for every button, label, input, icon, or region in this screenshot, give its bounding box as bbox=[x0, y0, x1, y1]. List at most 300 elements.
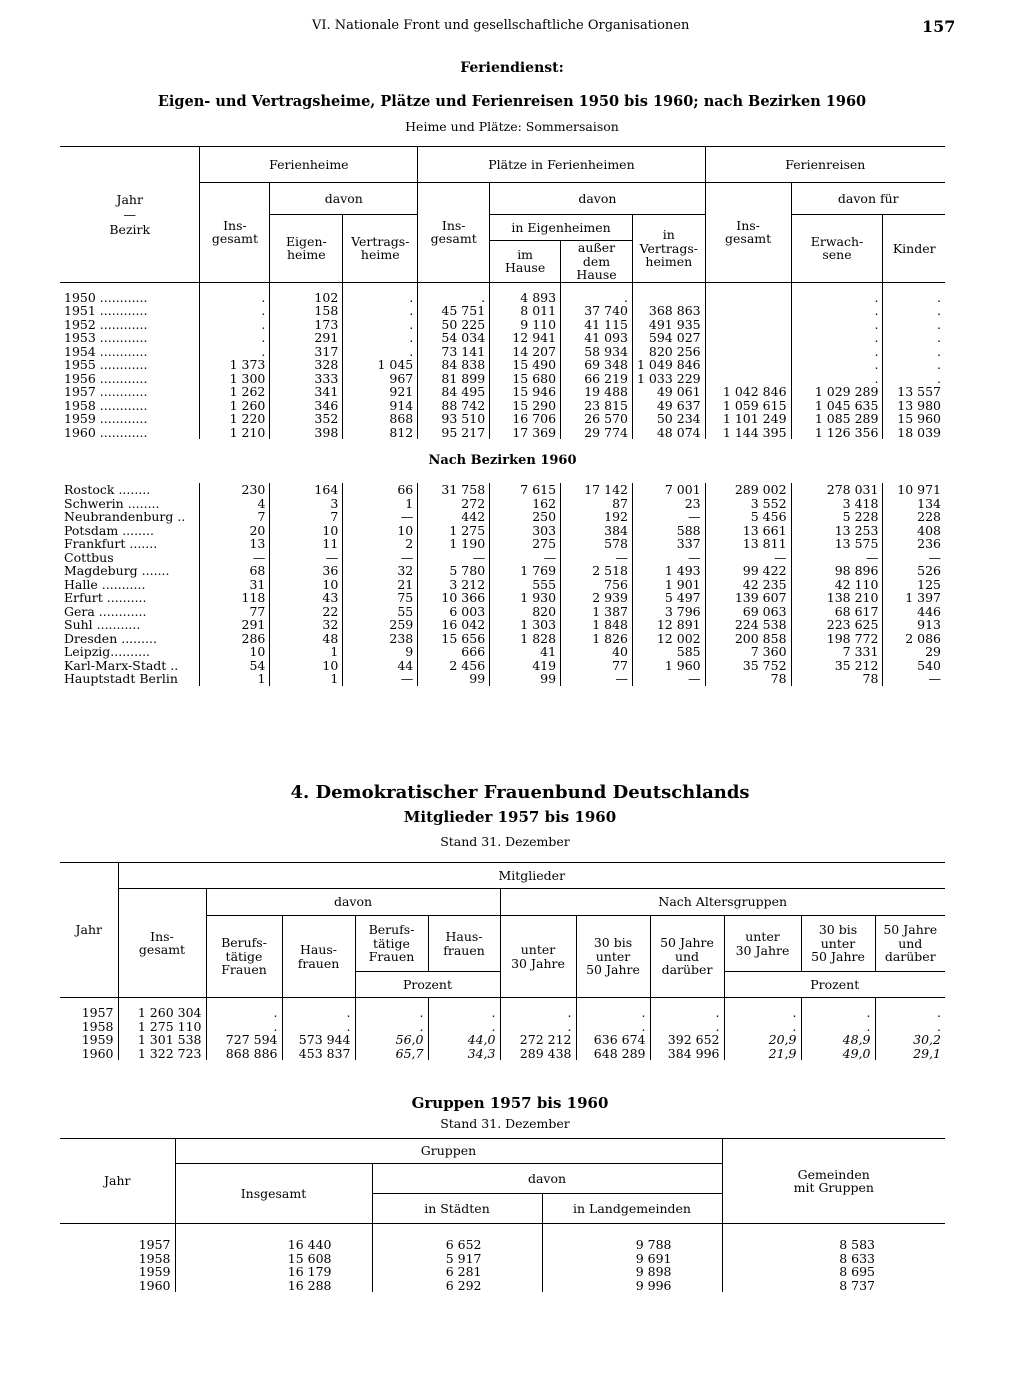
table-cell: . bbox=[801, 1020, 875, 1034]
table-cell: 1 930 bbox=[490, 591, 561, 605]
table-cell: 44,0 bbox=[428, 1033, 500, 1047]
table-cell: — bbox=[632, 672, 705, 686]
table-cell: 12 891 bbox=[632, 618, 705, 632]
table-cell: 68 bbox=[200, 564, 270, 578]
table-cell: 18 039 bbox=[883, 426, 945, 440]
table-cell: 291 bbox=[200, 618, 270, 632]
table-cell: 16 042 bbox=[418, 618, 490, 632]
table-cell: 914 bbox=[343, 399, 418, 413]
col-insg: Ins- gesamt bbox=[118, 889, 206, 998]
table-cell: 10 bbox=[270, 578, 343, 592]
table-cell: 3 552 bbox=[705, 497, 791, 511]
table-cell: 15 680 bbox=[490, 372, 561, 386]
table-cell: 65,7 bbox=[355, 1047, 428, 1061]
table-cell: 10 bbox=[270, 524, 343, 538]
table-cell: 95 217 bbox=[418, 426, 490, 440]
table-cell: 2 456 bbox=[418, 659, 490, 673]
table-cell: . bbox=[500, 1020, 576, 1034]
table-cell: 9 898 bbox=[542, 1265, 722, 1279]
table-row bbox=[60, 645, 945, 659]
table-cell: 34,3 bbox=[428, 1047, 500, 1061]
table-cell: 1 262 bbox=[200, 385, 270, 399]
table-row bbox=[60, 1265, 945, 1279]
table-cell: 49 061 bbox=[632, 385, 705, 399]
table-cell: . bbox=[200, 291, 270, 305]
table-cell: . bbox=[791, 331, 883, 345]
table-cell: 1 275 110 bbox=[118, 1020, 206, 1034]
table-cell: Neubrandenburg .. bbox=[64, 509, 186, 524]
col-erwachsene: Erwach- sene bbox=[791, 215, 883, 283]
table-cell: . bbox=[791, 291, 883, 305]
table-cell: . bbox=[343, 291, 418, 305]
table-cell: 6 652 bbox=[372, 1238, 542, 1252]
col-in-vertragsheimen: in Vertrags- heimen bbox=[632, 215, 705, 283]
table-cell: 868 886 bbox=[206, 1047, 282, 1061]
table-row bbox=[60, 564, 945, 578]
table-cell: 68 617 bbox=[791, 605, 883, 619]
table-cell: 3 796 bbox=[632, 605, 705, 619]
table-cell: 7 615 bbox=[490, 483, 561, 497]
table-cell: 13 661 bbox=[705, 524, 791, 538]
table-cell: — bbox=[200, 551, 270, 565]
table-cell: 1954 ............ bbox=[64, 343, 148, 359]
table-cell: 162 bbox=[490, 497, 561, 511]
table-cell: 337 bbox=[632, 537, 705, 551]
table-cell: 158 bbox=[270, 304, 343, 318]
col-insgesamt: Insgesamt bbox=[175, 1164, 372, 1224]
table-cell: 1960 bbox=[81, 1045, 114, 1061]
col-gemeinden: Gemeinden mit Gruppen bbox=[722, 1139, 945, 1224]
table-cell: 15 290 bbox=[490, 399, 561, 413]
table-cell: 5 228 bbox=[791, 510, 883, 524]
table-cell: 173 bbox=[270, 318, 343, 332]
table-cell: 6 292 bbox=[372, 1279, 542, 1293]
table-row bbox=[60, 483, 945, 497]
table-cell: 238 bbox=[343, 632, 418, 646]
t3-subtitle: Stand 31. Dezember bbox=[440, 1116, 570, 1131]
table-cell: . bbox=[883, 345, 945, 359]
mitglieder-table bbox=[60, 862, 945, 1060]
table-cell: 49 637 bbox=[632, 399, 705, 413]
table-cell: . bbox=[791, 304, 883, 318]
table-cell: 164 bbox=[270, 483, 343, 497]
col-ferienreisen: Ferienreisen bbox=[705, 147, 945, 183]
table-cell: . bbox=[206, 1020, 282, 1034]
table-cell: 58 934 bbox=[561, 345, 633, 359]
table-cell: 19 488 bbox=[561, 385, 633, 399]
table-cell: 13 253 bbox=[791, 524, 883, 538]
table-cell: . bbox=[355, 1006, 428, 1020]
table-cell: 1959 bbox=[81, 1032, 114, 1047]
table-cell: 15 960 bbox=[883, 412, 945, 426]
table-cell: 139 607 bbox=[705, 591, 791, 605]
col-fh-insg: Ins- gesamt bbox=[200, 183, 270, 283]
table-cell bbox=[705, 358, 791, 372]
table-cell: 78 bbox=[705, 672, 791, 686]
table-cell: 48 bbox=[270, 632, 343, 646]
col-fr-davon: davon für bbox=[791, 183, 945, 215]
table-cell: 12 002 bbox=[632, 632, 705, 646]
col-fr-insg: Ins- gesamt bbox=[705, 183, 791, 283]
table-cell: 40 bbox=[561, 645, 633, 659]
table-cell: 1957 bbox=[138, 1237, 171, 1252]
table-cell: 1 045 bbox=[343, 358, 418, 372]
table-cell: 1958 ............ bbox=[64, 397, 148, 413]
table-cell: 1 322 723 bbox=[118, 1047, 206, 1061]
table-cell: 16 179 bbox=[175, 1265, 372, 1279]
table-cell: 1956 ............ bbox=[64, 370, 148, 386]
table-cell: 16 288 bbox=[175, 1279, 372, 1293]
table-cell: 1959 bbox=[138, 1264, 171, 1279]
table-cell: 88 742 bbox=[418, 399, 490, 413]
table-cell: 578 bbox=[561, 537, 633, 551]
table-row bbox=[60, 659, 945, 673]
table-cell: . bbox=[576, 1020, 650, 1034]
table-cell: 41 115 bbox=[561, 318, 633, 332]
t2-title: Mitglieder 1957 bis 1960 bbox=[403, 808, 617, 826]
table-cell: 224 538 bbox=[705, 618, 791, 632]
col-staedte: in Städten bbox=[372, 1194, 542, 1224]
table-cell: Rostock ........ bbox=[64, 482, 151, 497]
table-cell: 1 190 bbox=[418, 537, 490, 551]
table-cell: 41 bbox=[490, 645, 561, 659]
table-row bbox=[60, 605, 945, 619]
table-cell: 1 303 bbox=[490, 618, 561, 632]
table-cell: 42 235 bbox=[705, 578, 791, 592]
table-cell: 1 493 bbox=[632, 564, 705, 578]
table-row bbox=[60, 291, 945, 305]
table-cell: 303 bbox=[490, 524, 561, 538]
table-cell: 1 769 bbox=[490, 564, 561, 578]
table-cell: 50 234 bbox=[632, 412, 705, 426]
col-pl-insg: Ins- gesamt bbox=[418, 183, 490, 283]
col-hausfrauen-pct: Haus- frauen bbox=[428, 916, 500, 972]
table-cell: 453 837 bbox=[282, 1047, 355, 1061]
col-eigenheime: Eigen- heime bbox=[270, 215, 343, 283]
running-head-text: VI. Nationale Front und gesellschaftliche Organisationen bbox=[312, 18, 690, 33]
table-cell: 286 bbox=[200, 632, 270, 646]
table-cell: . bbox=[418, 291, 490, 305]
table-cell: 1 bbox=[200, 672, 270, 686]
table-row bbox=[60, 672, 945, 686]
table-cell: — bbox=[561, 551, 633, 565]
table-cell: 1952 ............ bbox=[64, 316, 148, 332]
table-cell: 35 212 bbox=[791, 659, 883, 673]
table-cell: 1 144 395 bbox=[705, 426, 791, 440]
table-cell: . bbox=[875, 1020, 945, 1034]
table-cell: 236 bbox=[883, 537, 945, 551]
col-jahr-bezirk: Jahr — Bezirk bbox=[60, 147, 200, 283]
table-cell: 75 bbox=[343, 591, 418, 605]
table-cell: Karl-Marx-Stadt .. bbox=[64, 657, 179, 673]
table-cell: 66 219 bbox=[561, 372, 633, 386]
table-cell: 555 bbox=[490, 578, 561, 592]
table-cell: 1 029 289 bbox=[791, 385, 883, 399]
table-cell: — bbox=[791, 551, 883, 565]
table-cell: Cottbus bbox=[64, 549, 114, 565]
table-cell: Dresden ......... bbox=[64, 630, 157, 646]
table-cell: 250 bbox=[490, 510, 561, 524]
table-cell: 1 059 615 bbox=[705, 399, 791, 413]
table-cell: 17 369 bbox=[490, 426, 561, 440]
table-cell: 573 944 bbox=[282, 1033, 355, 1047]
col-unter30-pct: unter 30 Jahre bbox=[724, 916, 801, 972]
table-cell: 12 941 bbox=[490, 331, 561, 345]
table-cell: . bbox=[343, 304, 418, 318]
table-cell: 41 093 bbox=[561, 331, 633, 345]
table-cell: 727 594 bbox=[206, 1033, 282, 1047]
table-cell: 69 063 bbox=[705, 605, 791, 619]
table-cell: 8 633 bbox=[722, 1252, 945, 1266]
table-cell: . bbox=[282, 1006, 355, 1020]
table-cell: . bbox=[343, 318, 418, 332]
table-cell: 526 bbox=[883, 564, 945, 578]
table-cell: 26 570 bbox=[561, 412, 633, 426]
table-cell: 93 510 bbox=[418, 412, 490, 426]
table-cell: 1957 bbox=[81, 1005, 114, 1020]
col-davon: davon bbox=[372, 1164, 722, 1194]
col-plaetze: Plätze in Ferienheimen bbox=[418, 147, 705, 183]
table-cell: 594 027 bbox=[632, 331, 705, 345]
table-cell: 84 838 bbox=[418, 358, 490, 372]
table-cell: 5 917 bbox=[372, 1252, 542, 1266]
table-cell: 5 780 bbox=[418, 564, 490, 578]
page-number: 157 bbox=[922, 17, 956, 36]
col-hausfrauen: Haus- frauen bbox=[282, 916, 355, 998]
table-cell: 1 826 bbox=[561, 632, 633, 646]
table-cell: — bbox=[561, 672, 633, 686]
table-cell: 967 bbox=[343, 372, 418, 386]
table-cell: 1959 ............ bbox=[64, 411, 148, 426]
table-row bbox=[60, 618, 945, 632]
table-cell: 368 863 bbox=[632, 304, 705, 318]
table-cell: 812 bbox=[343, 426, 418, 440]
t2-subtitle: Stand 31. Dezember bbox=[440, 834, 570, 849]
table-cell: Magdeburg ....... bbox=[64, 563, 170, 578]
table-cell: 446 bbox=[883, 605, 945, 619]
table-cell: 7 331 bbox=[791, 645, 883, 659]
col-prozent-2: Prozent bbox=[724, 972, 945, 998]
table-row bbox=[60, 578, 945, 592]
table-cell bbox=[705, 331, 791, 345]
table-cell: 2 518 bbox=[561, 564, 633, 578]
col-30bis50-pct: 30 bis unter 50 Jahre bbox=[801, 916, 875, 972]
table-cell: 1 300 bbox=[200, 372, 270, 386]
table-cell: 7 bbox=[270, 510, 343, 524]
table-cell: 21 bbox=[343, 578, 418, 592]
table-cell: 15 656 bbox=[418, 632, 490, 646]
col-jahr: Jahr bbox=[60, 863, 118, 998]
table-cell: 32 bbox=[270, 618, 343, 632]
table-cell: 10 bbox=[200, 645, 270, 659]
table-cell: Schwerin ........ bbox=[64, 495, 160, 511]
col-jahr: Jahr bbox=[60, 1139, 175, 1224]
table-cell: 87 bbox=[561, 497, 633, 511]
table-cell: — bbox=[343, 510, 418, 524]
table-cell: Halle ........... bbox=[64, 576, 146, 592]
table-cell: . bbox=[883, 331, 945, 345]
table-cell: . bbox=[200, 331, 270, 345]
table-cell: 17 142 bbox=[561, 483, 633, 497]
table-cell: 9 996 bbox=[542, 1279, 722, 1293]
col-fh-davon: davon bbox=[270, 183, 418, 215]
table-row bbox=[60, 1279, 945, 1293]
table-cell: . bbox=[883, 291, 945, 305]
table-row bbox=[60, 318, 945, 332]
table-cell: 99 bbox=[418, 672, 490, 686]
table-cell: . bbox=[428, 1020, 500, 1034]
table-cell: 384 996 bbox=[650, 1047, 724, 1061]
table-cell: 230 bbox=[200, 483, 270, 497]
table-cell: 491 935 bbox=[632, 318, 705, 332]
table-cell: 7 bbox=[200, 510, 270, 524]
table-cell: . bbox=[200, 318, 270, 332]
table-row bbox=[60, 1033, 945, 1047]
table-row bbox=[60, 345, 945, 359]
table-cell: . bbox=[206, 1006, 282, 1020]
table-cell: 1 901 bbox=[632, 578, 705, 592]
col-berufstaetige: Berufs- tätige Frauen bbox=[206, 916, 282, 998]
table-cell: 13 bbox=[200, 537, 270, 551]
table-cell: . bbox=[883, 372, 945, 386]
table-cell: 289 002 bbox=[705, 483, 791, 497]
table-cell: 1955 ............ bbox=[64, 357, 148, 372]
col-50-pct: 50 Jahre und darüber bbox=[875, 916, 945, 972]
col-berufstaetige-pct: Berufs- tätige Frauen bbox=[355, 916, 428, 972]
table-cell: 84 495 bbox=[418, 385, 490, 399]
table-cell: Gera ............ bbox=[64, 603, 147, 619]
table-cell: 442 bbox=[418, 510, 490, 524]
table-cell: 35 752 bbox=[705, 659, 791, 673]
table-cell: . bbox=[883, 318, 945, 332]
table-cell: 29 774 bbox=[561, 426, 633, 440]
table-cell: Leipzig.......... bbox=[64, 644, 151, 659]
table-cell: 328 bbox=[270, 358, 343, 372]
table-cell bbox=[632, 291, 705, 305]
table-cell: 5 497 bbox=[632, 591, 705, 605]
table-cell: 1 301 538 bbox=[118, 1033, 206, 1047]
table-cell: — bbox=[418, 551, 490, 565]
table-cell: 1 bbox=[270, 672, 343, 686]
table-cell bbox=[705, 318, 791, 332]
table-cell: 278 031 bbox=[791, 483, 883, 497]
table-cell: 13 811 bbox=[705, 537, 791, 551]
table-cell: 56,0 bbox=[355, 1033, 428, 1047]
table-row bbox=[60, 1238, 945, 1252]
table-cell: 16 440 bbox=[175, 1238, 372, 1252]
table-cell: 756 bbox=[561, 578, 633, 592]
table-cell: 419 bbox=[490, 659, 561, 673]
table-cell: 1 126 356 bbox=[791, 426, 883, 440]
table-cell: 49,0 bbox=[801, 1047, 875, 1061]
table-cell: Potsdam ........ bbox=[64, 522, 154, 538]
table-cell: 36 bbox=[270, 564, 343, 578]
table-cell: . bbox=[801, 1006, 875, 1020]
table-cell: 44 bbox=[343, 659, 418, 673]
table-cell: 7 360 bbox=[705, 645, 791, 659]
table-cell bbox=[705, 291, 791, 305]
table-row bbox=[60, 1006, 945, 1020]
col-land: in Landgemeinden bbox=[542, 1194, 722, 1224]
table-cell: 1 042 846 bbox=[705, 385, 791, 399]
table-row bbox=[60, 537, 945, 551]
feriendienst-table bbox=[60, 146, 945, 686]
col-pl-davon: davon bbox=[490, 183, 705, 215]
table-cell: — bbox=[270, 551, 343, 565]
table-cell: 13 980 bbox=[883, 399, 945, 413]
table-cell: 10 bbox=[270, 659, 343, 673]
table-cell: . bbox=[791, 345, 883, 359]
table-cell: . bbox=[883, 304, 945, 318]
table-cell: 11 bbox=[270, 537, 343, 551]
table-cell: 98 896 bbox=[791, 564, 883, 578]
col-in-eigenheimen: in Eigenheimen bbox=[490, 215, 633, 241]
table-cell: — bbox=[883, 672, 945, 686]
table-cell: 317 bbox=[270, 345, 343, 359]
table-cell: 20 bbox=[200, 524, 270, 538]
table-cell: 9 110 bbox=[490, 318, 561, 332]
table-cell: 9 bbox=[343, 645, 418, 659]
table-cell: . bbox=[343, 331, 418, 345]
table-cell: 1 033 229 bbox=[632, 372, 705, 386]
table-cell: 820 bbox=[490, 605, 561, 619]
table-cell: . bbox=[428, 1006, 500, 1020]
table-cell: 32 bbox=[343, 564, 418, 578]
table-cell bbox=[705, 304, 791, 318]
table-cell: — bbox=[705, 551, 791, 565]
col-ferienheime: Ferienheime bbox=[200, 147, 418, 183]
table-cell: 20,9 bbox=[724, 1033, 801, 1047]
table-cell: — bbox=[343, 672, 418, 686]
table-cell: — bbox=[490, 551, 561, 565]
col-mitglieder: Mitglieder bbox=[118, 863, 945, 889]
table-row bbox=[60, 372, 945, 386]
table-cell: 13 575 bbox=[791, 537, 883, 551]
nach-bezirken-heading: Nach Bezirken 1960 bbox=[428, 453, 577, 469]
table-cell: 228 bbox=[883, 510, 945, 524]
table-cell: 48 074 bbox=[632, 426, 705, 440]
table-cell: 8 695 bbox=[722, 1265, 945, 1279]
table-cell: 31 758 bbox=[418, 483, 490, 497]
table-cell: 1 049 846 bbox=[632, 358, 705, 372]
col-unter30: unter 30 Jahre bbox=[500, 916, 576, 998]
table-row bbox=[60, 1252, 945, 1266]
table-cell: 81 899 bbox=[418, 372, 490, 386]
table-cell: — bbox=[632, 551, 705, 565]
table-cell: 15 946 bbox=[490, 385, 561, 399]
table-cell: . bbox=[500, 1006, 576, 1020]
table-cell: 8 011 bbox=[490, 304, 561, 318]
col-vertragsheime: Vertrags- heime bbox=[343, 215, 418, 283]
table-cell: 1 397 bbox=[883, 591, 945, 605]
table-cell: 540 bbox=[883, 659, 945, 673]
table-cell: 1 210 bbox=[200, 426, 270, 440]
table-row bbox=[60, 632, 945, 646]
table-cell: 3 418 bbox=[791, 497, 883, 511]
table-cell: 913 bbox=[883, 618, 945, 632]
table-cell: 1 bbox=[343, 497, 418, 511]
col-50: 50 Jahre und darüber bbox=[650, 916, 724, 998]
table-cell: 37 740 bbox=[561, 304, 633, 318]
table-cell: — bbox=[883, 551, 945, 565]
table-cell: 2 086 bbox=[883, 632, 945, 646]
table-cell: 29 bbox=[883, 645, 945, 659]
table-cell: 21,9 bbox=[724, 1047, 801, 1061]
table-cell: . bbox=[650, 1006, 724, 1020]
table-cell: 99 422 bbox=[705, 564, 791, 578]
table-cell: . bbox=[875, 1006, 945, 1020]
table-cell: 398 bbox=[270, 426, 343, 440]
